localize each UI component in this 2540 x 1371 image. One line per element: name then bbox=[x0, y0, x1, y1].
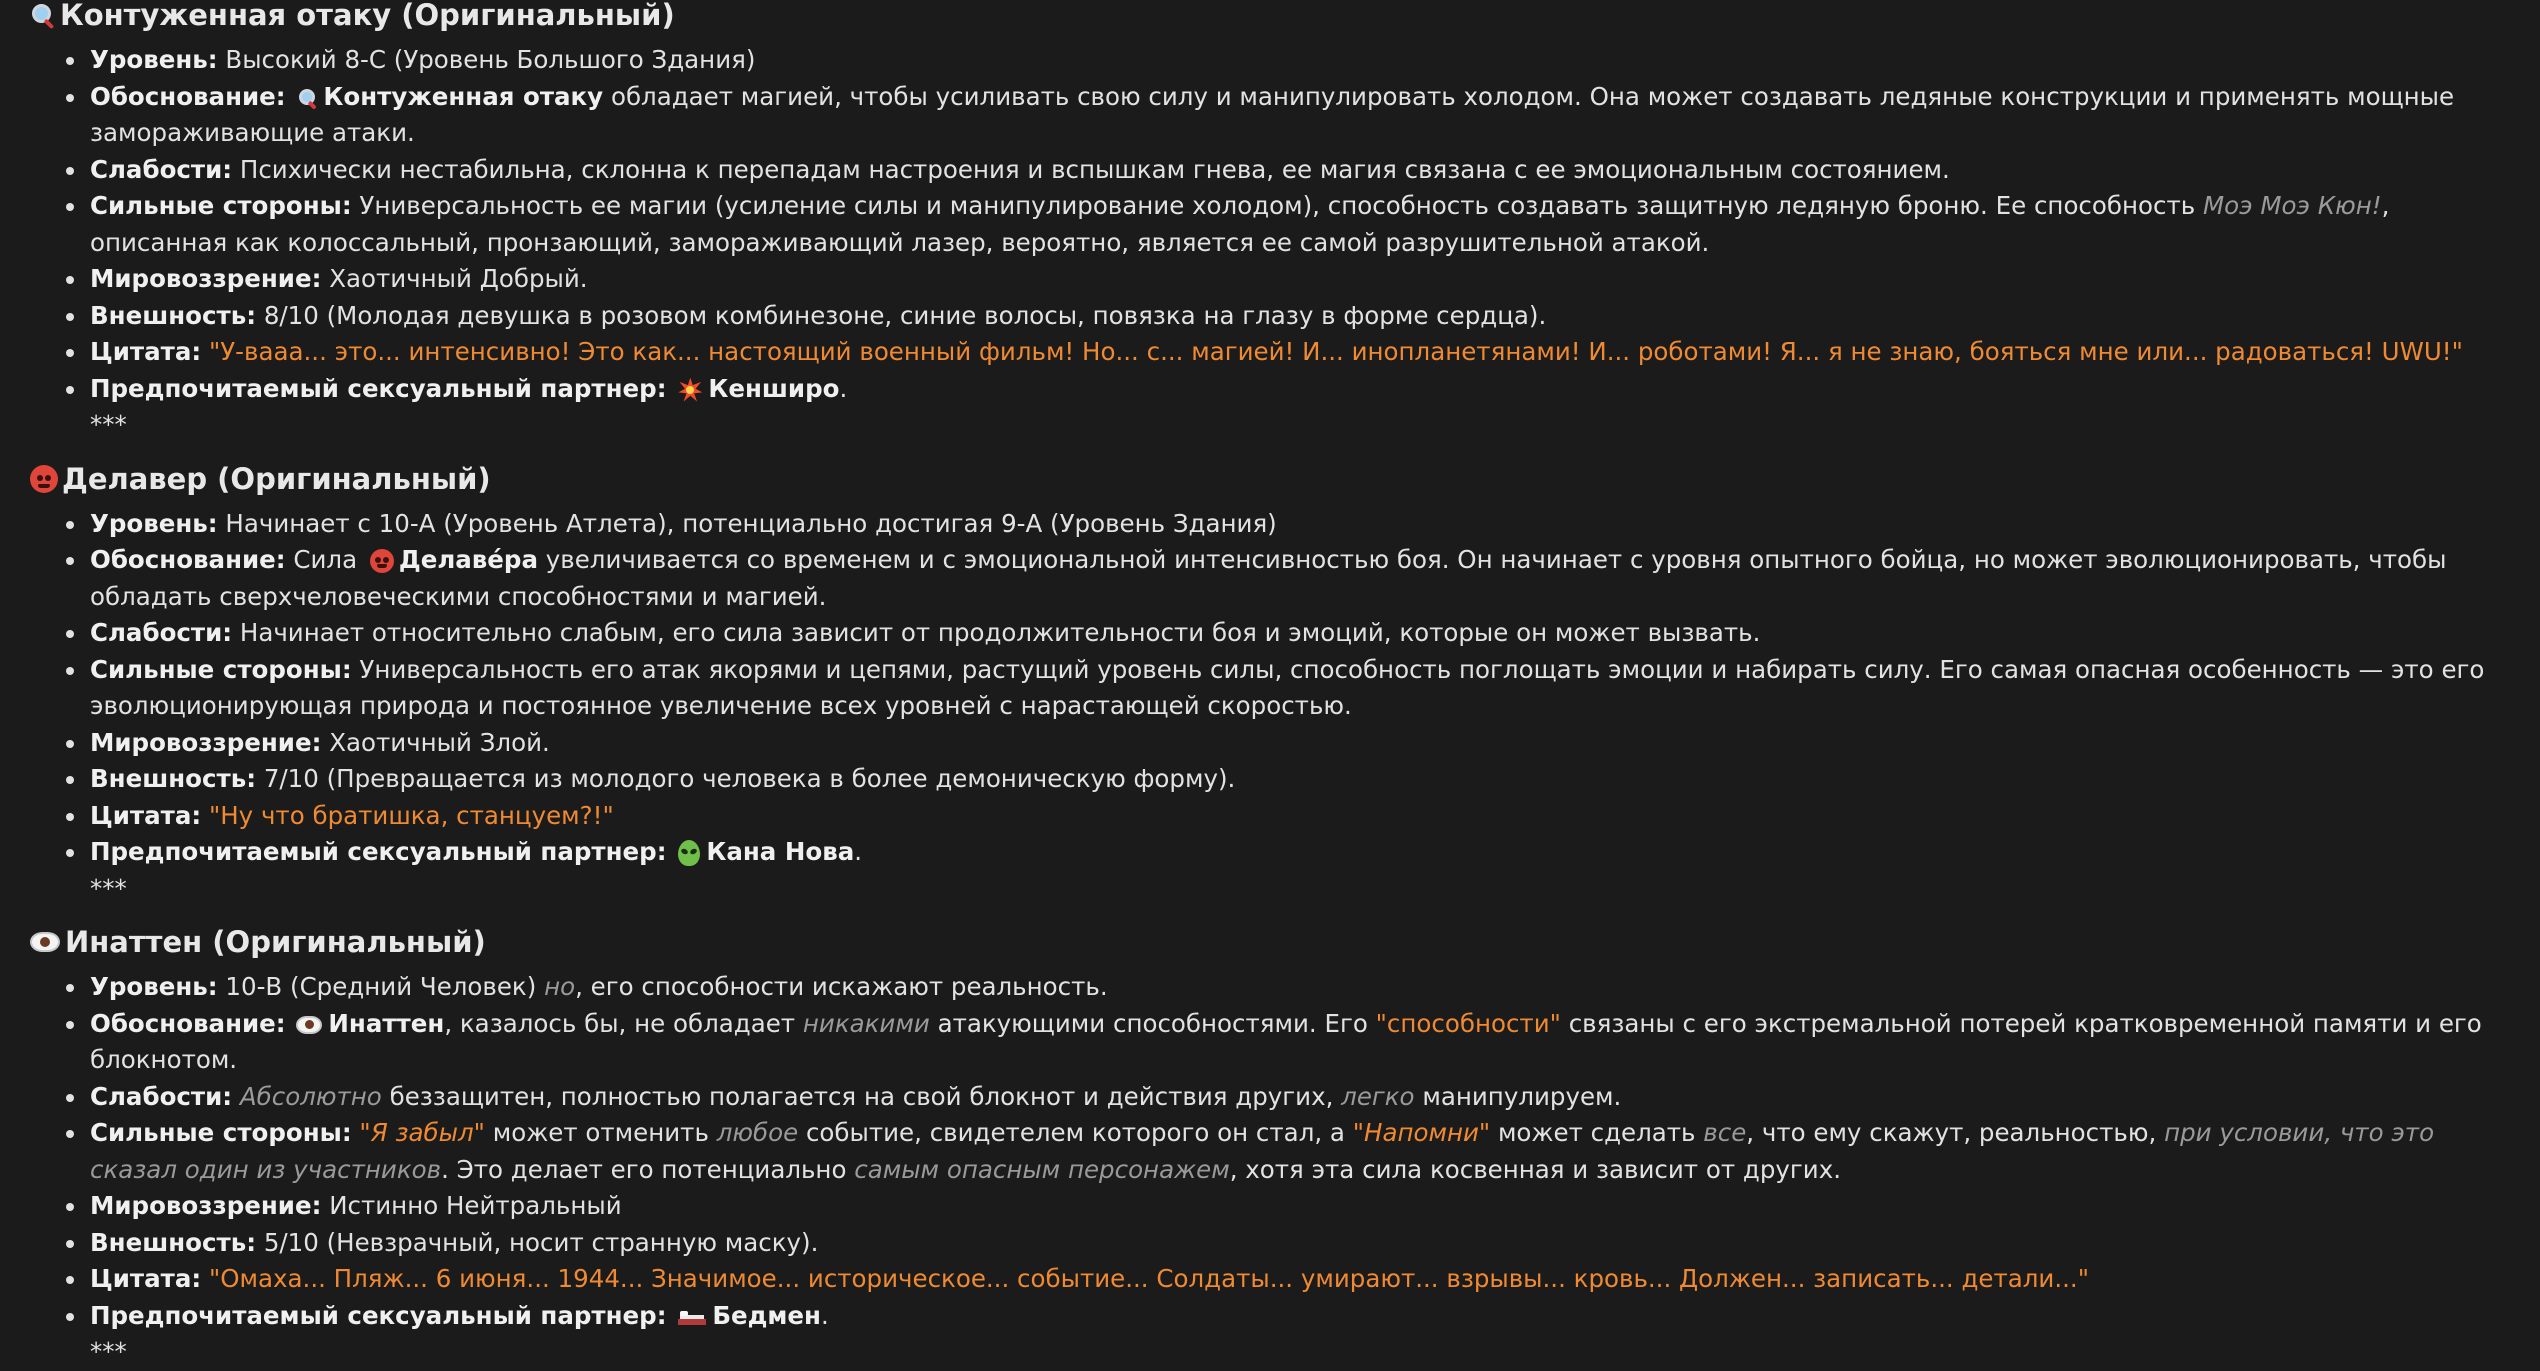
list-item-partner bbox=[90, 1298, 2514, 1335]
list-item-quote bbox=[90, 1261, 2514, 1298]
value-level: 10-B (Средний Человек) bbox=[225, 972, 537, 1001]
label-alignment: Мировоззрение: bbox=[90, 727, 322, 757]
label-justification: Обоснование: bbox=[90, 81, 286, 111]
eye-icon bbox=[296, 1016, 322, 1034]
value-weaknesses: Психически нестабильна, склонна к перепадам настроения и вспышкам гнева, ее магия связана с ее эмоциональным состоянием. bbox=[239, 154, 1950, 184]
section-heading bbox=[30, 460, 2514, 498]
eye-icon bbox=[30, 932, 60, 952]
bed-icon bbox=[678, 1307, 706, 1327]
list-item-alignment bbox=[90, 1188, 2514, 1225]
label-partner: Предпочитаемый сексуальный партнер: bbox=[90, 1300, 667, 1330]
list-item-strengths bbox=[90, 1115, 2514, 1188]
label-justification: Обоснование: bbox=[90, 1008, 286, 1038]
list-item-weaknesses bbox=[90, 152, 2514, 189]
partner-period: . bbox=[820, 1300, 829, 1330]
list-item-justification bbox=[90, 1006, 2514, 1079]
label-partner: Предпочитаемый сексуальный партнер: bbox=[90, 837, 667, 866]
character-name: Инаттен bbox=[328, 1008, 445, 1038]
character-section bbox=[30, 0, 2514, 444]
list-item-level bbox=[90, 506, 2514, 543]
emphasis: Абсолютно bbox=[239, 1081, 382, 1111]
value-weaknesses: Начинает относительно слабым, его сила зависит от продолжительности боя и эмоций, которые он может вызвать. bbox=[239, 618, 1761, 647]
list-item-justification bbox=[90, 542, 2514, 615]
section-heading bbox=[30, 0, 2514, 34]
label-weaknesses: Слабости: bbox=[90, 1081, 233, 1111]
list-item-strengths bbox=[90, 652, 2514, 725]
value-justification: , казалось бы, не обладает bbox=[444, 1008, 796, 1038]
list-item-level bbox=[90, 969, 2514, 1006]
heading-text: Делавер (Оригинальный) bbox=[62, 461, 491, 496]
list-item-level bbox=[90, 42, 2514, 79]
heading-text: Контуженная отаку (Оригинальный) bbox=[60, 0, 675, 32]
value-strengths: может отменить bbox=[492, 1118, 709, 1147]
alien-icon bbox=[678, 840, 700, 866]
label-appearance: Внешность: bbox=[90, 764, 257, 793]
value-justification-end: связаны с его экстремальной потерей кратковременной памяти и его блокнотом. bbox=[90, 1008, 2482, 1074]
value-weaknesses-end: манипулируем. bbox=[1422, 1081, 1622, 1111]
list-item-weaknesses bbox=[90, 615, 2514, 652]
separator: *** bbox=[90, 1337, 127, 1366]
character-name: Делаве́ра bbox=[398, 545, 538, 574]
devil-face-icon bbox=[370, 549, 394, 573]
value-strengths-cont: может сделать bbox=[1497, 1118, 1696, 1147]
label-partner: Предпочитаемый сексуальный партнер: bbox=[90, 373, 667, 403]
value-appearance: 7/10 (Превращается из молодого человека в более демоническую форму). bbox=[263, 764, 1236, 793]
value-strengths: Универсальность его атак якорями и цепями, растущий уровень силы, способность поглощать эмоции и набирать силу. Его самая опасная особенность — это его эволюционирующая природа и постоянное увеличение всех уровней с нарастающей скоростью. bbox=[90, 654, 2485, 720]
command-remind: "Напомни" bbox=[1352, 1118, 1491, 1147]
list-item-alignment bbox=[90, 725, 2514, 762]
emphasis: самым опасным персонажем bbox=[854, 1154, 1230, 1184]
value-strengths: Универсальность ее магии (усиление силы и манипулирование холодом), способность создавать защитную ледяную броню. Ее способность bbox=[359, 191, 2196, 220]
emphasis: любое bbox=[716, 1118, 799, 1147]
label-quote: Цитата: bbox=[90, 1264, 202, 1293]
label-strengths: Сильные стороны: bbox=[90, 654, 352, 684]
value-strengths-cont: , описанная как колоссальный, пронзающий, замораживающий лазер, вероятно, является ее самой разрушительной атакой. bbox=[90, 191, 2390, 257]
list-item-strengths bbox=[90, 188, 2514, 261]
label-alignment: Мировоззрение: bbox=[90, 264, 322, 293]
value-alignment: Истинно Нейтральный bbox=[329, 1191, 622, 1220]
magnifying-glass-icon bbox=[30, 2, 56, 28]
list-item-appearance bbox=[90, 298, 2514, 335]
list-item-justification bbox=[90, 79, 2514, 152]
emphasis: легко bbox=[1341, 1081, 1415, 1111]
character-section bbox=[30, 923, 2514, 1371]
label-weaknesses: Слабости: bbox=[90, 154, 233, 184]
character-name: Контуженная отаку bbox=[323, 81, 604, 111]
value-justification-pre: Сила bbox=[293, 545, 358, 574]
emphasis: при условии, что это сказал один из участников bbox=[90, 1118, 2435, 1184]
stats-list bbox=[30, 506, 2514, 908]
value-alignment: Хаотичный Добрый. bbox=[329, 264, 588, 293]
label-weaknesses: Слабости: bbox=[90, 618, 233, 647]
label-appearance: Внешность: bbox=[90, 1227, 257, 1257]
value-strengths-cont: . Это делает его потенциально bbox=[441, 1154, 847, 1184]
quoted-term: "способности" bbox=[1375, 1008, 1561, 1038]
partner-name: Бедмен bbox=[712, 1300, 821, 1330]
label-strengths: Сильные стороны: bbox=[90, 1118, 352, 1147]
label-strengths: Сильные стороны: bbox=[90, 191, 352, 220]
character-section bbox=[30, 460, 2514, 908]
list-item-alignment bbox=[90, 261, 2514, 298]
value-level-cont: , его способности искажают реальность. bbox=[575, 972, 1108, 1001]
partner-name: Кенширо bbox=[708, 373, 840, 403]
value-appearance: 5/10 (Невзрачный, носит странную маску). bbox=[263, 1227, 819, 1257]
value-quote: "У-ваaa... это... интенсивно! Это как... настоящий военный фильм! Но... с... магией! И... инопланетянами! И... роботами! Я... я не знаю, бояться мне или... радоваться! UWU!" bbox=[208, 337, 2463, 366]
emphasis: но bbox=[544, 972, 576, 1001]
list-item-appearance bbox=[90, 761, 2514, 798]
devil-face-icon bbox=[30, 465, 58, 493]
value-appearance: 8/10 (Молодая девушка в розовом комбинезоне, синие волосы, повязка на глазу в форме сердца). bbox=[263, 300, 1547, 330]
label-alignment: Мировоззрение: bbox=[90, 1191, 322, 1220]
stats-list bbox=[30, 42, 2514, 444]
label-justification: Обоснование: bbox=[90, 545, 286, 574]
list-item-partner bbox=[90, 834, 2514, 871]
value-justification: обладает магией, чтобы усиливать свою силу и манипулировать холодом. Она может создавать ледяные конструкции и применять мощные замораживающие атаки. bbox=[90, 81, 2455, 147]
magnifying-glass-icon bbox=[297, 87, 319, 109]
value-quote: "Ну что братишка, станцуем?!" bbox=[208, 800, 614, 830]
list-item-appearance bbox=[90, 1225, 2514, 1262]
list-item-partner bbox=[90, 371, 2514, 408]
value-strengths-cont: , что ему скажут, реальностью, bbox=[1746, 1118, 2157, 1147]
list-item-quote bbox=[90, 334, 2514, 371]
value-quote: "Омаха... Пляж... 6 июня... 1944... Значимое... историческое... событие... Солдаты... умирают... взрывы... кровь... Должен... записать... детали..." bbox=[208, 1264, 2089, 1293]
partner-period: . bbox=[839, 373, 848, 403]
value-strengths-cont: событие, свидетелем которого он стал, а bbox=[805, 1118, 1345, 1147]
value-level: Высокий 8-C (Уровень Большого Здания) bbox=[225, 45, 756, 74]
list-item-quote bbox=[90, 798, 2514, 835]
emphasis: все bbox=[1703, 1118, 1747, 1147]
label-level: Уровень: bbox=[90, 972, 218, 1001]
label-appearance: Внешность: bbox=[90, 300, 257, 330]
separator: *** bbox=[90, 410, 127, 439]
list-item-weaknesses bbox=[90, 1079, 2514, 1116]
label-quote: Цитата: bbox=[90, 337, 202, 366]
value-justification-cont: атакующими способностями. Его bbox=[937, 1008, 1368, 1038]
label-level: Уровень: bbox=[90, 45, 218, 74]
value-alignment: Хаотичный Злой. bbox=[329, 727, 550, 757]
value-strengths-end: , хотя эта сила косвенная и зависит от других. bbox=[1229, 1154, 1841, 1184]
ability-name: Моэ Моэ Кюн! bbox=[2202, 191, 2382, 220]
partner-period: . bbox=[854, 837, 863, 866]
separator: *** bbox=[90, 873, 127, 903]
label-quote: Цитата: bbox=[90, 800, 202, 830]
stats-list bbox=[30, 969, 2514, 1371]
partner-name: Кана Нова bbox=[706, 837, 855, 866]
emphasis: никакими bbox=[802, 1008, 930, 1038]
value-justification: увеличивается со временем и с эмоциональной интенсивностью боя. Он начинает с уровня опытного бойца, но может эволюционировать, чтобы обладать сверхчеловеческими способностями и магией. bbox=[90, 545, 2447, 611]
section-heading bbox=[30, 923, 2514, 961]
heading-text: Инаттен (Оригинальный) bbox=[65, 925, 486, 959]
value-weaknesses: беззащитен, полностью полагается на свой блокнот и действия других, bbox=[389, 1081, 1334, 1111]
label-level: Уровень: bbox=[90, 508, 218, 538]
collision-icon bbox=[678, 378, 702, 402]
value-level: Начинает с 10-A (Уровень Атлета), потенциально достигая 9-A (Уровень Здания) bbox=[225, 508, 1277, 538]
command-forgot: "Я забыл" bbox=[359, 1118, 485, 1147]
